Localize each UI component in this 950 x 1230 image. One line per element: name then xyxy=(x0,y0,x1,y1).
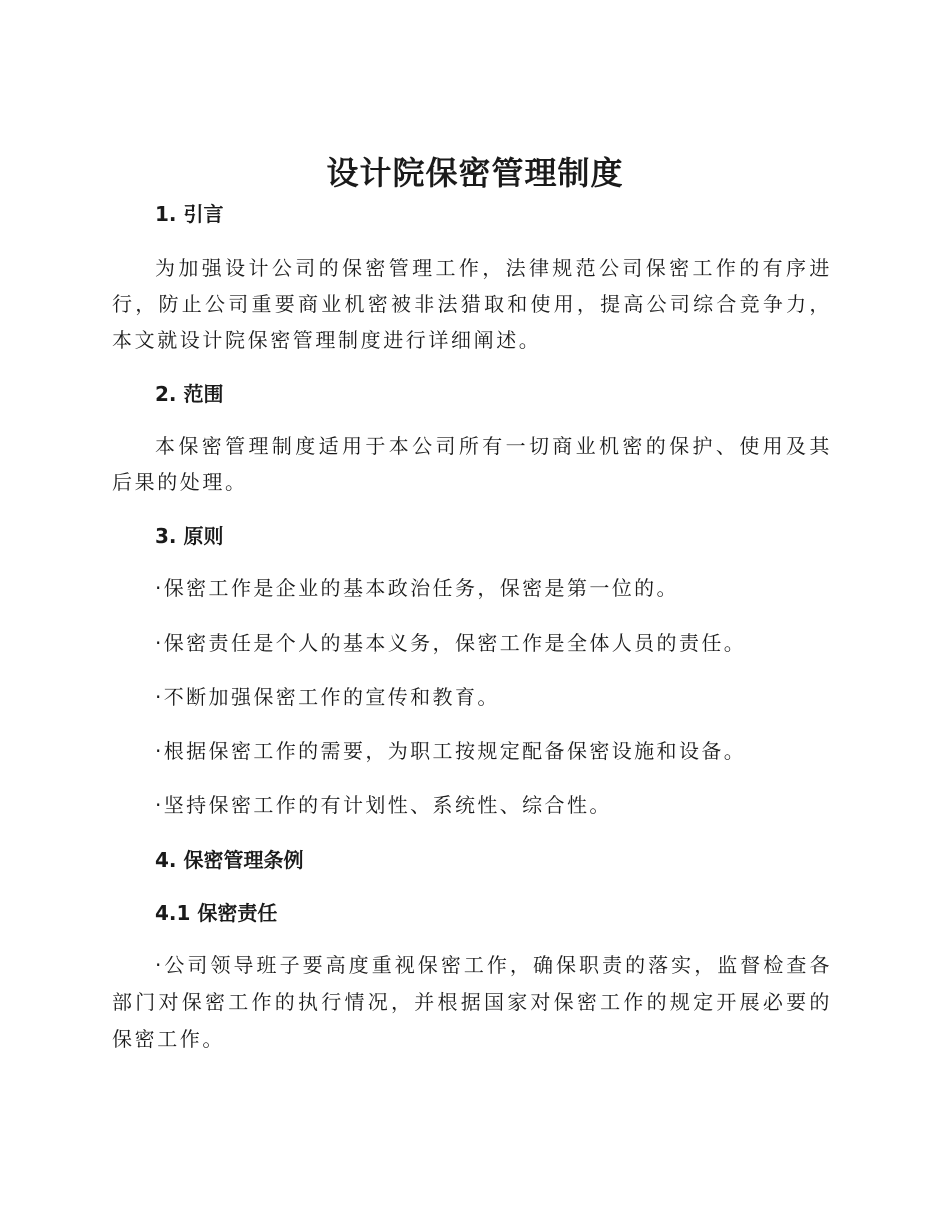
subsection-heading-responsibility: 4.1 保密责任 xyxy=(155,901,278,925)
section-heading-regulations: 4. 保密管理条例 xyxy=(155,848,304,872)
responsibility-item: ·公司领导班子要高度重视保密工作，确保职责的落实，监督检查各部门对保密工作的执行情况，并根据国家对保密工作的规定开展必要的保密工作。 xyxy=(112,953,832,1051)
principle-item: ·不断加强保密工作的宣传和教育。 xyxy=(155,685,500,709)
principle-item: ·坚持保密工作的有计划性、系统性、综合性。 xyxy=(155,793,612,817)
principle-item: ·保密责任是个人的基本义务，保密工作是全体人员的责任。 xyxy=(155,631,747,655)
section-heading-principles: 3. 原则 xyxy=(155,524,224,548)
principle-item: ·保密工作是企业的基本政治任务，保密是第一位的。 xyxy=(155,576,679,600)
principle-item: ·根据保密工作的需要，为职工按规定配备保密设施和设备。 xyxy=(155,739,747,763)
page-title: 设计院保密管理制度 xyxy=(326,154,624,192)
intro-paragraph: 为加强设计公司的保密管理工作，法律规范公司保密工作的有序进行，防止公司重要商业机密被非法猎取和使用，提高公司综合竞争力，本文就设计院保密管理制度进行详细阐述。 xyxy=(112,256,832,352)
section-heading-scope: 2. 范围 xyxy=(155,382,224,406)
section-heading-intro: 1. 引言 xyxy=(155,202,224,226)
scope-paragraph: 本保密管理制度适用于本公司所有一切商业机密的保护、使用及其后果的处理。 xyxy=(112,434,832,494)
